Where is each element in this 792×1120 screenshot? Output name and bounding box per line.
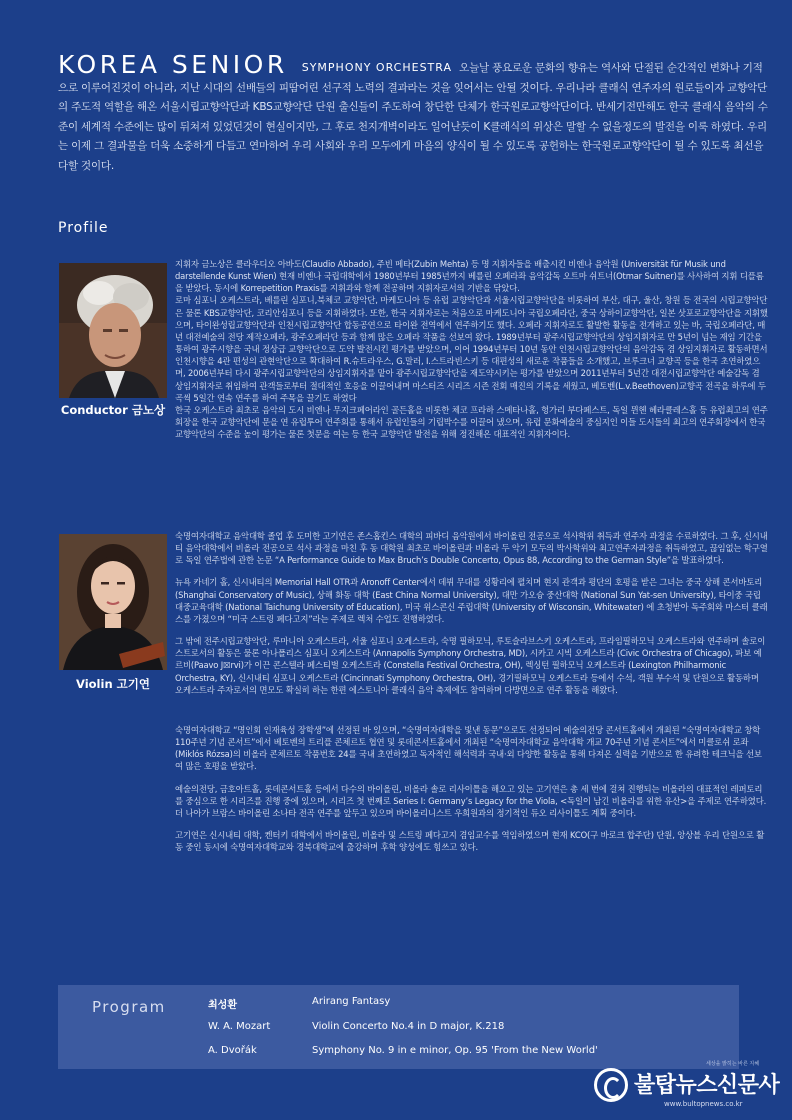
intro-text-block <box>58 50 770 176</box>
conductor-bio <box>175 258 769 450</box>
program-composer: A. Dvořák <box>208 1045 257 1056</box>
program-composer: W. A. Mozart <box>208 1021 271 1032</box>
violinist-bio-paragraph: 숙명여자대학교 음악대학 졸업 후 도미한 고기연은 존스홉킨스 대학의 피바디 음악원에서 바이올린 전공으로 석사학위 취득과 연주자 과정을 수료하였다. 그 후, 신시내티 음악대학에서 비올라 전공으로 석사 과정을 마친 후 동 대학원 최초로 바이올린과 비올라 두 악기 모두의 박사학위와 최고연주자과정을 취득하였고, 끊임없는 학구열로 독일 연주법에 관한 논문 “A Performance Guide to Max Bruch’s Double Concerto, Opus 88, According to the German Style”을 발표하였다. <box>175 531 768 566</box>
intro-paragraph: 오늘날 풍요로운 문화의 향유는 역사와 단절된 순간적인 변화나 기적으로 이루어진것이 아니라, 지난 시대의 선배들의 피땀어린 선구적 노력의 결과라는 것을 잊어서는 안될 것이다. 우리나라 클래식 연주자의 원로들이자 교향악단의 주도적 역할을 해온 서울시립교향악단과 KBS교향악단 단원 출신들이 주도하여 창단한 단체가 한국원로교향악단이다. 반세기전만해도 한국 클래식 음악의 수준이 세계적 수준에는 많이 뒤쳐져 있었던것이 현실이지만, 그 후로 천지개벽이라도 일어난듯이 K클래식의 위상은 말할 수 없을정도의 발전을 이룩 하였다. 우리는 이제 그 결과물을 더욱 소중하게 다듬고 연마하여 우리 사회와 우리 모두에게 마음의 양식이 될 수 있도록 공헌하는 한국원로교향악단이 될 수 있도록 최선을 다할 것이다. <box>58 62 768 172</box>
violinist-caption: Violin 고기연 <box>76 677 150 691</box>
violinist-bio-paragraph: 뉴욕 카네기 홀, 신시내티의 Memorial Hall OTR과 Aronoff Center에서 데뷔 무대를 성황리에 펼치며 현지 관객과 평단의 호평을 받은 그녀는 중국 상해 콘서바토리 (Shanghai Conservatory of Music), 상해 화동 대학 (East China Normal University), 대만 가오슝 중산대학 (National Sun Yat-sen University), 타이중 국립 대중교육대학 (National Taichung University of Education), 미국 위스콘신 주립대학 (University of Wisconsin, Whitewater) 에 초청받아 독주회와 마스터 클래스를 가졌으며 “미국 스트링 페다고지”라는 주제로 렉처 수업도 진행하였다. <box>175 577 768 624</box>
intro-section <box>58 50 770 176</box>
conductor-photo <box>59 263 167 398</box>
profile-heading: Profile <box>58 220 109 236</box>
orchestra-title-small: SYMPHONY ORCHESTRA <box>301 61 452 74</box>
conductor-bio-paragraph: 지휘자 금노상은 클라우디오 아바도(Claudio Abbado), 주빈 메타(Zubin Mehta) 등 명 지휘자들을 배출시킨 비엔나 음악원 (Universität für Musik und darstellende Kunst Wien) 현재 비엔나 국립대학에서 1980년부터 1985년까지 베를린 오페라좌 음악감독 오트마 쉬트너(Otmar Suitner)를 사사하여 지휘 디플롬을 받았다. 동시에 Korrepetition Praxis를 지휘과와 함께 전공하며 지휘자로서의 기반을 닦았다. <box>175 259 764 294</box>
news-name: 불탑뉴스신문사 <box>634 1073 780 1098</box>
news-watermark <box>594 1062 784 1112</box>
conductor-bio-paragraph: 한국 오케스트라 최초로 음악의 도시 비엔나 무지크페어라인 골든홀을 비롯한 체코 프라하 스메타나홀, 헝가리 부다페스트, 독일 뮌헨 헤라클레스홀 등 유럽최고의 연주회장을 한국 교향악단에 문을 연 유럽투어 연주회를 통해서 유럽인들의 기립박수를 이끌어 냈으며, 유럽 문화예술의 중심지인 이들 도시들의 최고의 연주회장에서 한국 교향악단의 수준을 높이 평가는 물론 첫문을 여는 등 한국 교향악단 발전을 위해 정진해온 대표적인 지휘자이다. <box>175 404 768 440</box>
program-composer: 최성환 <box>208 1000 237 1011</box>
conductor-caption: Conductor 금노상 <box>60 403 166 417</box>
program-box <box>58 985 739 1069</box>
news-logo-icon <box>594 1068 628 1102</box>
program-work: Symphony No. 9 in e minor, Op. 95 'From the New World' <box>312 1045 598 1056</box>
violinist-bio-paragraph: 숙명여자대학교 “명인회 인재육성 장학생”에 선정된 바 있으며, “숙명여자대학을 빛낸 동문”으로도 선정되어 예술의전당 콘서트홀에서 개최된 “숙명여자대학교 창학 110주년 기념 콘서트”에서 베토벤의 트리플 콘체르토 협연 및 롯데콘서트홀에서 개최된 “숙명여자대학교 음악대학 개교 70주년 기념 콘서트”에서 미클로쉬 로좌 (Miklós Rózsa)의 비올라 콘체르토 작품번호 24를 국내 초연하였고 독자적인 해석력과 국내·외 다양한 활동을 통해 다져온 실력을 기반으로 한 유려한 테크닉을 선보여 많은 호평을 받았다. <box>175 724 762 772</box>
violinist-bio-paragraph: 예술의전당, 금호아트홀, 롯데콘서트홀 등에서 다수의 바이올린, 비올라 솔로 리사이틀을 해오고 있는 고기연은 총 세 번에 걸쳐 진행되는 비올라의 대표적인 레퍼토리를 중심으로 한 시리즈를 진행 중에 있으며, 시리즈 첫 번째로 Series I: Germany’s Legacy for the Viola, <독일이 남긴 비올라를 위한 유산>을 주제로 연주하였다. 더 나아가 브람스 바이올린 소나타 전곡 연주를 앞두고 있으며 바이올리니스트 우희원과의 정기적인 듀오 리사이틀도 계획 중이다. <box>175 783 767 818</box>
program-heading: Program <box>92 998 166 1016</box>
violinist-photo <box>59 534 167 670</box>
program-work: Violin Concerto No.4 in D major, K.218 <box>312 1021 505 1032</box>
violinist-bio <box>175 530 769 863</box>
news-slogan: 세상을 밝히는 바른 지혜 <box>706 1061 760 1067</box>
conductor-bio-paragraph: 로마 심포니 오케스트라, 베를린 심포니,북체코 교향악단, 마케도니아 등 유럽 교향악단과 서울시립교향악단을 비롯하여 부산, 대구, 울산, 창원 등 전국의 시립교향악단은 물론 KBS교향악단, 코리안심포니 등을 지휘하였다. 또한, 한국 지휘자로는 처음으로 마케도니아 국립오페라단, 중국 상하이교향악단, 일본 삿포로교향악단을 지휘했으며, 타이완성립교향악단과 인천시립교향악단 합동공연으로 타이완 전역에서 연주하기도 했다. 오페라 지휘자로도 활발한 활동을 전개하고 있는 바, 국립오페라단, 매년 대전예술의 전당 제작오페라, 광주오페라단 등과 함께 많은 오페라 작품을 선보여 왔다. 1989년부터 광주시립교향악단의 상임지휘자로 만 5년이 넘는 재임 기간을 통하여 광주시향을 국내 정상급 교향악단으로 도약 발전시킨 평가를 받았으며, 이어 1994년부터 10년 동안 인천시립교향악단의 음악감독 겸 상임지휘자로 활동하면서 인천시향을 4관 편성의 관현악단으로 확대하여 R.슈트라우스, G.말러, I.스트라빈스키 등 대편성의 새로운 작품들을 소개했고, 브루크너 교향곡 등을 한국 초연하였으며, 2006년부터 다시 광주시립교향악단의 상임지휘자를 맡아 광주시립교향악단을 재도약시키는 평가를 받았으며 2011년부터 5년간 대전시립교향악단 예술감독 겸 상임지휘자로 취임하여 관객들로부터 절대적인 호응을 이끌어내며 마스터즈 시리즈 시즌 전회 매진의 기록을 세웠고, 베토벤(L.v.Beethoven)교향곡 전곡을 하루에 두 곡씩 5일간 연속 연주를 하여 주목을 끌기도 하였다 <box>175 295 768 403</box>
violinist-bio-paragraph: 그 밖에 전주시립교향악단, 루마니아 오케스트라, 서울 심포니 오케스트라, 숙명 필하모닉, 루토슬라브스키 오케스트라, 프라임필하모닉 오케스트라와 연주하며 솔로이스트로서의 활동은 물론 아나폴리스 심포니 오케스트라 (Annapolis Symphony Orchestra, MD), 시카고 시빅 오케스트라 (Civic Orchestra of Chicago), 파보 예르비(Paavo J☒rvi)가 이끈 콘스텔라 페스티벌 오케스트라 (Constella Festival Orchestra, OH), 렉싱턴 필하모닉 오케스트라 (Lexington Philharmonic Orchestra, KY), 신시내티 심포니 오케스트라 (Cincinnati Symphony Orchestra, OH), 경기필하모닉 오케스트라 등에서 수석, 객원 부수석 및 단원으로 활동하며 오케스트라 주자로서의 면모도 확실히 하는 한편 에스토니아 클래식 음악 축제에도 참여하며 다방면으로 연주 활동을 해왔다. <box>175 636 766 695</box>
news-url: www.bultopnews.co.kr <box>664 1100 743 1108</box>
violinist-bio-paragraph: 고기연은 신시내티 대학, 켄터키 대학에서 바이올린, 비올라 및 스트링 페다고지 겸임교수를 역임하였으며 현재 KCO(구 바로크 합주단) 단원, 앙상블 우리 단원으로 활동 중인 동시에 숙명여자대학교와 경북대학교에 출강하며 후학 양성에도 힘쓰고 있다. <box>175 829 765 853</box>
program-work: Arirang Fantasy <box>312 996 391 1007</box>
orchestra-title-large: KOREA SENIOR <box>58 50 288 79</box>
